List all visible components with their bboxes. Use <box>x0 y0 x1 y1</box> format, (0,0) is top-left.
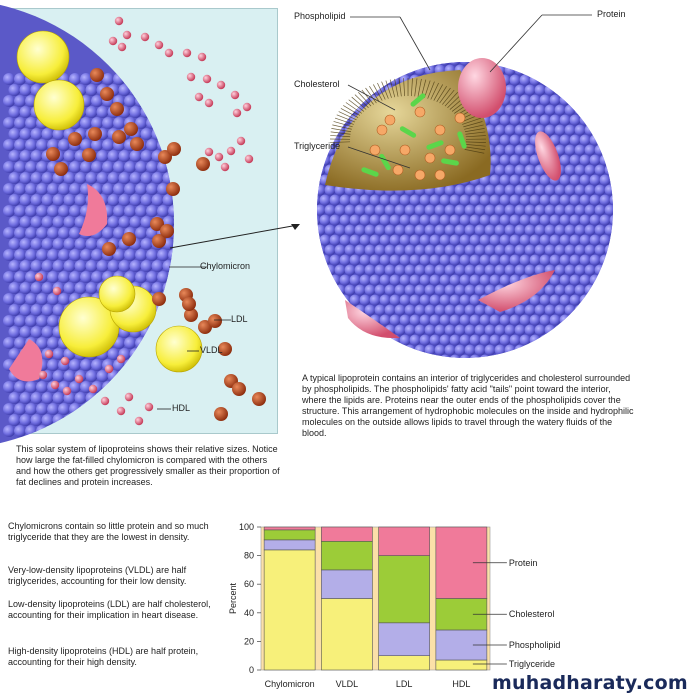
pointer-arrow <box>150 215 310 260</box>
legend-triglyceride: Triglyceride <box>508 659 556 669</box>
ldl-label: LDL <box>231 314 248 324</box>
watermark: muhadharaty.com <box>492 672 688 694</box>
legend-phospholipid: Phospholipid <box>508 639 561 650</box>
protein-label: Protein <box>597 9 626 19</box>
bar-segment-triglyceride-ldl <box>379 656 430 670</box>
bar-segment-phospholipid-chylomicron <box>264 540 315 550</box>
triglyceride-label: Triglyceride <box>294 141 341 151</box>
description-chylomicron: Chylomicrons contain so little protein and so much triglyceride that they are the lowest in density. <box>8 521 209 542</box>
lipoprotein-composition-chart <box>226 518 631 688</box>
bar-segment-cholesterol-chylomicron <box>264 530 315 540</box>
legend-protein: Protein <box>508 557 538 568</box>
y-tick-label: 0 <box>248 665 254 675</box>
y-tick-label: 40 <box>243 607 254 618</box>
bar-segment-triglyceride-chylomicron <box>264 550 315 670</box>
y-tick-label: 80 <box>243 550 254 561</box>
x-tick-label: Chylomicron <box>264 679 315 689</box>
x-tick-label: VLDL <box>335 679 359 689</box>
legend-cholesterol: Cholesterol <box>508 609 555 620</box>
bar-segment-protein-chylomicron <box>264 527 315 530</box>
chylomicron-label: Chylomicron <box>200 261 251 271</box>
vldl-label: VLDL <box>200 345 223 355</box>
y-tick-label: 100 <box>238 522 254 532</box>
bar-segment-phospholipid-ldl <box>379 623 430 656</box>
y-tick-label: 60 <box>243 579 254 590</box>
x-tick-label: HDL <box>452 679 471 689</box>
hdl-label: HDL <box>172 403 191 413</box>
bar-segment-cholesterol-vldl <box>321 541 372 570</box>
lipoprotein-structure-illustration <box>290 0 644 370</box>
bar-segment-triglyceride-vldl <box>321 599 372 671</box>
x-tick-label: LDL <box>395 679 413 689</box>
structure-caption: A typical lipoprotein contains an interior of triglycerides and cholesterol surrounded by phospholipids. The phospholipids' fatty acid "tails" point toward the interior, where the lipids are. Proteins near the outer ends of the phospholipids cover the structure. This arrangement of hydrophobic molecules on the inside and hydrophilic molecules on the outside allows lipids to travel through the watery fluids of the blood. <box>302 373 634 438</box>
sizes-caption: This solar system of lipoproteins shows their relative sizes. Notice how large the fat-filled chylomicron is compared with the others and how the others get progressively smaller as their proportion of fat declines and protein increases. <box>16 444 280 487</box>
cholesterol-label: Cholesterol <box>294 79 340 89</box>
y-tick-label: 20 <box>243 636 254 647</box>
bar-segment-cholesterol-ldl <box>379 556 430 623</box>
description-ldl: Low-density lipoproteins (LDL) are half cholesterol, accounting for their implication in heart disease. <box>8 599 211 620</box>
description-vldl: Very-low-density lipoproteins (VLDL) are half triglycerides, accounting for their low density. <box>8 565 187 586</box>
bar-segment-triglyceride-hdl <box>436 660 487 670</box>
phospholipid-label: Phospholipid <box>294 11 346 21</box>
bar-segment-protein-ldl <box>379 527 430 556</box>
description-hdl: High-density lipoproteins (HDL) are half protein, accounting for their high density. <box>8 646 199 667</box>
y-axis-label: Percent <box>228 582 238 615</box>
bar-segment-phospholipid-vldl <box>321 570 372 599</box>
bar-segment-protein-vldl <box>321 527 372 541</box>
